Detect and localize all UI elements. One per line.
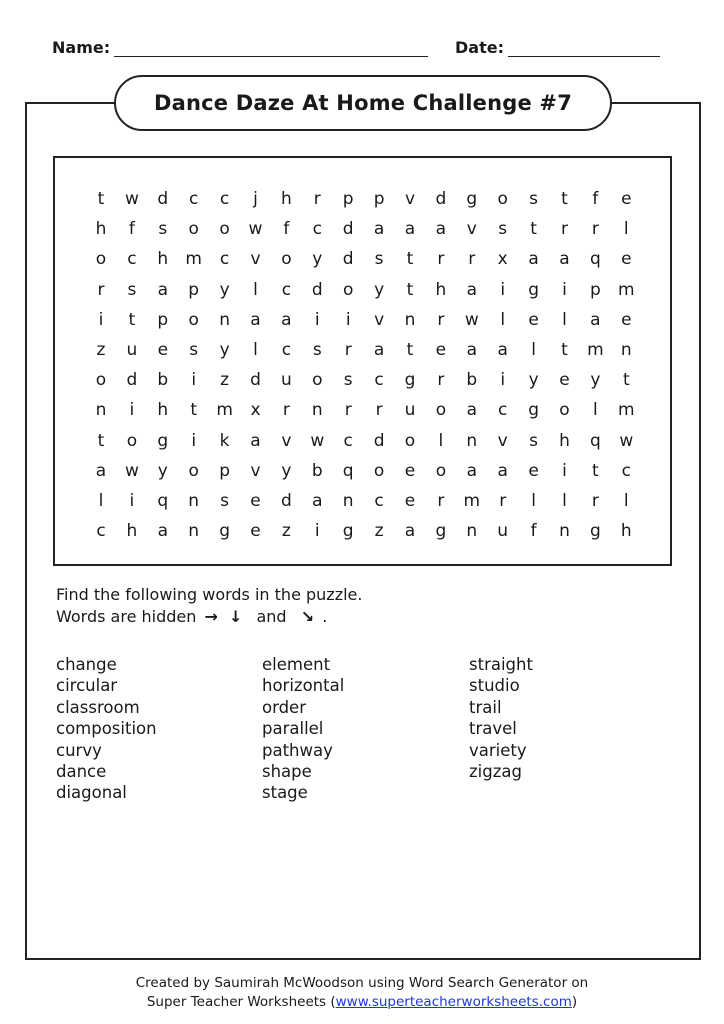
grid-letter[interactable]: i (562, 460, 567, 481)
grid-letter[interactable]: q (342, 460, 354, 481)
word-list-item: trail (469, 697, 502, 717)
grid-letter[interactable]: e (404, 460, 416, 481)
grid-letter[interactable]: l (253, 340, 258, 360)
instructions-line-1: Find the following words in the puzzle. (56, 585, 363, 604)
grid-letter[interactable]: i (129, 491, 135, 511)
word-list-item: composition (56, 719, 157, 739)
grid-letter[interactable]: d (157, 189, 169, 209)
grid-letter[interactable]: n (95, 400, 107, 421)
grid-letter[interactable]: t (97, 430, 105, 451)
grid-letter[interactable]: c (96, 521, 106, 542)
grid-letter[interactable]: i (314, 521, 320, 542)
word-list-item: pathway (262, 740, 333, 760)
grid-letter[interactable]: r (344, 340, 352, 360)
grid-letter[interactable]: x (250, 400, 261, 421)
grid-letter[interactable]: r (591, 219, 599, 240)
grid-letter[interactable]: a (250, 309, 261, 330)
grid-letter[interactable]: v (281, 430, 292, 451)
grid-letter[interactable]: n (466, 430, 478, 451)
grid-letter[interactable]: c (189, 189, 199, 209)
grid-letter[interactable]: a (435, 219, 447, 240)
grid-letter[interactable]: a (466, 460, 477, 481)
word-search-grid (53, 156, 672, 566)
grid-letter[interactable]: h (157, 249, 169, 270)
grid-letter[interactable]: i (98, 309, 104, 330)
grid-letter[interactable]: r (437, 370, 445, 391)
grid-letter[interactable]: v (404, 189, 416, 209)
grid-letter[interactable]: z (374, 521, 384, 542)
word-list-column-1 (56, 654, 157, 804)
footer-prefix: Super Teacher Worksheets ( (146, 994, 336, 1010)
name-label: Name: (52, 38, 111, 57)
grid-letter[interactable]: w (464, 309, 479, 330)
grid-letter[interactable]: h (95, 219, 107, 240)
grid-letter[interactable]: d (280, 491, 292, 511)
grid-letter[interactable]: m (463, 491, 481, 511)
grid-letter[interactable]: s (498, 219, 508, 240)
grid-letter[interactable]: d (126, 370, 138, 391)
grid-letter[interactable]: l (438, 430, 444, 451)
grid-letter[interactable]: m (618, 279, 635, 300)
grid-letter[interactable]: r (437, 491, 445, 511)
grid-letter[interactable]: a (466, 340, 477, 360)
grid-letter[interactable]: f (530, 521, 537, 542)
grid-letter[interactable]: i (191, 370, 197, 391)
grid-letter[interactable]: c (127, 249, 137, 270)
grid-letter[interactable]: g (466, 189, 478, 209)
grid-letter[interactable]: y (281, 460, 292, 481)
grid-letter[interactable]: w (619, 430, 634, 451)
grid-letter[interactable]: c (621, 460, 631, 481)
grid-letter[interactable]: p (188, 279, 200, 300)
grid-letter[interactable]: e (528, 309, 539, 330)
grid-letter[interactable]: h (281, 189, 292, 209)
word-list-item: zigzag (469, 762, 522, 782)
grid-letter[interactable]: f (592, 189, 599, 209)
grid-letter[interactable]: e (621, 309, 632, 330)
grid-letter[interactable]: e (435, 340, 447, 360)
grid-letter[interactable]: n (620, 340, 632, 360)
word-list-item: diagonal (56, 783, 127, 803)
grid-letter[interactable]: r (561, 219, 568, 240)
grid-letter[interactable]: a (250, 430, 261, 451)
grid-letter[interactable]: b (466, 370, 478, 391)
date-blank[interactable] (508, 42, 660, 57)
grid-letter[interactable]: c (343, 430, 353, 451)
grid-letter[interactable]: u (497, 521, 509, 542)
grid-letter[interactable]: r (591, 491, 599, 511)
grid-letter[interactable]: o (188, 219, 199, 240)
grid-letter[interactable]: c (281, 340, 292, 360)
word-list-item: classroom (56, 697, 140, 717)
grid-letter[interactable]: r (282, 400, 290, 421)
page-title: Dance Daze At Home Challenge #7 (153, 91, 573, 115)
grid-letter[interactable]: e (404, 491, 416, 511)
grid-letter[interactable]: a (590, 309, 601, 330)
grid-letter[interactable]: l (562, 491, 567, 511)
word-list-item: shape (262, 762, 312, 782)
grid-letter[interactable]: m (185, 249, 202, 270)
grid-letter[interactable]: c (374, 491, 384, 511)
grid-letter[interactable]: l (593, 400, 598, 421)
grid-letter[interactable]: o (219, 219, 230, 240)
grid-letter[interactable]: d (250, 370, 261, 391)
grid-letter[interactable]: n (342, 491, 354, 511)
grid-letter[interactable]: b (157, 370, 169, 391)
grid-letter[interactable]: n (311, 400, 323, 421)
grid-letter[interactable]: t (561, 189, 568, 209)
grid-letter[interactable]: s (529, 430, 539, 451)
grid-letter[interactable]: i (500, 279, 506, 300)
grid-letter[interactable]: d (342, 249, 354, 270)
grid-letter[interactable]: p (157, 309, 169, 330)
word-list-item: horizontal (262, 676, 345, 696)
grid-letter[interactable]: i (345, 309, 351, 330)
grid-letter[interactable]: d (311, 279, 323, 300)
word-list-item: studio (469, 676, 520, 696)
grid-letter[interactable]: w (124, 189, 139, 209)
grid-letter[interactable]: c (374, 370, 384, 391)
grid-letter[interactable]: a (95, 460, 107, 481)
grid-letter[interactable]: h (126, 521, 138, 542)
date-label: Date: (455, 38, 504, 57)
grid-letter[interactable]: a (497, 460, 508, 481)
grid-letter[interactable]: u (281, 370, 292, 391)
instructions-period: . (322, 607, 328, 626)
grid-letter[interactable]: a (404, 219, 416, 240)
grid-letter[interactable]: a (312, 491, 323, 511)
instructions (56, 584, 362, 628)
grid-letter[interactable]: n (559, 521, 570, 542)
grid-letter[interactable]: f (283, 219, 290, 240)
title-banner (114, 75, 612, 131)
grid-letter[interactable]: u (404, 400, 416, 421)
grid-letter[interactable]: g (528, 400, 539, 421)
grid-letter[interactable]: u (126, 340, 138, 360)
grid-letter[interactable]: a (559, 249, 570, 270)
footer-line-1: Created by Saumirah McWoodson using Word Search Generator on (135, 975, 589, 991)
instructions-and: and (256, 607, 287, 626)
grid-letter[interactable]: a (466, 400, 477, 421)
grid-letter[interactable]: c (219, 249, 230, 270)
grid-letter[interactable]: t (406, 279, 414, 300)
grid-letter[interactable]: t (406, 249, 414, 270)
grid-letter[interactable]: o (95, 249, 107, 270)
grid-letter[interactable]: a (281, 309, 292, 330)
grid-letter[interactable]: l (253, 279, 258, 300)
grid-letter[interactable]: e (621, 249, 632, 270)
grid-letter[interactable]: s (374, 249, 384, 270)
grid-letter[interactable]: k (219, 430, 230, 451)
grid-letter[interactable]: p (373, 189, 385, 209)
grid-letter[interactable]: h (435, 279, 447, 300)
grid-letter[interactable]: o (281, 249, 292, 270)
grid-letter[interactable]: d (435, 189, 447, 209)
grid-letter[interactable]: n (219, 309, 230, 330)
grid-letter[interactable]: c (312, 219, 322, 240)
grid-letter[interactable]: o (342, 279, 354, 300)
grid-letter[interactable]: t (622, 370, 630, 391)
grid-letter[interactable]: d (373, 430, 385, 451)
grid-letter[interactable]: z (220, 370, 230, 391)
grid-letter[interactable]: s (343, 370, 353, 391)
grid-letter[interactable]: o (404, 430, 416, 451)
arrow-right-icon: → (204, 607, 218, 626)
grid-letter[interactable]: h (620, 521, 632, 542)
grid-letter[interactable]: l (562, 309, 567, 330)
grid-letter[interactable]: r (468, 249, 476, 270)
word-list-item: straight (469, 655, 533, 674)
grid-letter[interactable]: t (530, 219, 537, 240)
grid-letter[interactable]: h (559, 430, 570, 451)
grid-letter[interactable]: q (589, 249, 601, 270)
grid-letter[interactable]: n (466, 521, 478, 542)
grid-letter[interactable]: s (220, 491, 230, 511)
grid-letter[interactable]: y (219, 279, 230, 300)
grid-letter[interactable]: y (312, 249, 323, 270)
grid-letter[interactable]: v (466, 219, 477, 240)
grid-letter[interactable]: g (435, 521, 447, 542)
footer-suffix: ) (571, 994, 578, 1010)
name-blank[interactable] (114, 42, 428, 57)
grid-letter[interactable]: m (618, 400, 635, 421)
grid-letter[interactable]: p (589, 279, 601, 300)
grid-letter[interactable]: e (250, 521, 261, 542)
grid-letter[interactable]: g (342, 521, 354, 542)
word-list-item: travel (469, 719, 517, 739)
word-list-item: circular (56, 676, 118, 696)
grid-letter[interactable]: a (497, 340, 508, 360)
grid-letter[interactable]: a (373, 219, 385, 240)
grid-letter[interactable]: o (95, 370, 107, 391)
word-list-item: order (262, 697, 306, 717)
grid-letter[interactable]: q (157, 491, 169, 511)
word-list-column-3 (469, 654, 533, 782)
grid-letter[interactable]: g (157, 430, 169, 451)
grid-letter[interactable]: n (188, 491, 200, 511)
grid-letter[interactable]: g (589, 521, 601, 542)
arrow-diagonal-icon: ↘ (300, 607, 315, 626)
grid-letter[interactable]: t (97, 189, 105, 209)
grid-letter[interactable]: a (157, 521, 168, 542)
grid-letter[interactable]: w (310, 430, 325, 451)
grid-letter[interactable]: y (157, 460, 168, 481)
grid-letter[interactable]: i (191, 430, 197, 451)
grid-letter[interactable]: a (528, 249, 539, 270)
grid-letter[interactable]: j (253, 189, 258, 209)
grid-letter[interactable]: r (499, 491, 507, 511)
word-list-item: stage (262, 783, 308, 803)
footer (0, 974, 724, 1012)
grid-letter[interactable]: n (404, 309, 416, 330)
grid-letter[interactable]: i (129, 400, 135, 421)
arrow-down-icon: ↓ (228, 607, 243, 626)
grid-letter[interactable]: e (250, 491, 261, 511)
grid-letter[interactable]: v (250, 249, 261, 270)
grid-letter[interactable]: q (589, 430, 601, 451)
word-list-item: variety (469, 740, 527, 760)
grid-letter[interactable]: y (219, 340, 230, 360)
grid-letter[interactable]: e (528, 460, 539, 481)
grid-letter[interactable]: v (250, 460, 261, 481)
grid-letter[interactable]: o (188, 460, 199, 481)
grid-letter[interactable]: o (559, 400, 570, 421)
footer-link[interactable]: www.superteacherworksheets.com (335, 994, 572, 1010)
word-list-item: parallel (262, 719, 324, 739)
grid-letter[interactable]: o (435, 460, 447, 481)
grid-letter[interactable]: l (623, 491, 629, 511)
grid-letter[interactable]: f (128, 219, 135, 240)
grid-letter[interactable]: l (531, 491, 536, 511)
grid-letter[interactable]: t (190, 400, 198, 421)
grid-letter[interactable]: y (374, 279, 385, 300)
grid-letter[interactable]: x (497, 249, 508, 270)
grid-letter[interactable]: b (311, 460, 323, 481)
grid-letter[interactable]: p (342, 189, 354, 209)
grid-letter[interactable]: s (529, 189, 539, 209)
grid-letter[interactable]: d (342, 219, 354, 240)
grid-letter[interactable]: s (158, 219, 168, 240)
grid-letter[interactable]: o (126, 430, 138, 451)
grid-letter[interactable]: z (281, 521, 291, 542)
grid-letter[interactable]: i (562, 279, 567, 300)
footer-line-2 (0, 993, 724, 1012)
grid-letter[interactable]: t (128, 309, 136, 330)
grid-letter[interactable]: i (500, 370, 506, 391)
word-list-item: element (262, 655, 331, 674)
grid-letter[interactable]: g (404, 370, 416, 391)
grid-letter[interactable]: v (497, 430, 508, 451)
grid-letter[interactable]: z (96, 340, 106, 360)
grid-letter[interactable]: l (623, 219, 629, 240)
grid-letter[interactable]: e (559, 370, 570, 391)
grid-letter[interactable]: i (314, 309, 320, 330)
grid-letter[interactable]: t (561, 340, 568, 360)
grid-letter[interactable]: e (157, 340, 169, 360)
grid-letter[interactable]: l (500, 309, 506, 330)
word-list-item: dance (56, 762, 107, 782)
grid-letter[interactable]: n (188, 521, 200, 542)
grid-letter[interactable]: s (312, 340, 322, 360)
grid-letter[interactable]: g (219, 521, 230, 542)
grid-letter[interactable]: y (590, 370, 601, 391)
grid-letter[interactable]: o (312, 370, 323, 391)
grid-letter[interactable]: r (313, 189, 321, 209)
grid-letter[interactable]: o (435, 400, 447, 421)
grid-letter[interactable]: r (344, 400, 352, 421)
grid-letter[interactable]: t (406, 340, 414, 360)
grid-letter[interactable]: c (498, 400, 508, 421)
instructions-prefix: Words are hidden (56, 607, 197, 626)
grid-letter[interactable]: e (621, 189, 632, 209)
grid-letter[interactable]: s (127, 279, 137, 300)
grid-letter[interactable]: o (188, 309, 199, 330)
grid-letter[interactable]: r (97, 279, 105, 300)
grid-letter[interactable]: r (375, 400, 383, 421)
date-field[interactable] (455, 38, 660, 57)
grid-letter[interactable]: g (528, 279, 539, 300)
name-field[interactable] (52, 38, 428, 57)
grid-letter[interactable]: h (157, 400, 169, 421)
grid-letter[interactable]: t (592, 460, 599, 481)
grid-letter[interactable]: m (587, 340, 604, 360)
word-list-column-2 (262, 654, 344, 804)
grid-letter[interactable]: a (404, 521, 416, 542)
grid-letter[interactable]: a (157, 279, 168, 300)
grid-letter[interactable]: r (437, 309, 445, 330)
grid-letter[interactable]: m (216, 400, 233, 421)
grid-letter[interactable]: w (124, 460, 139, 481)
word-list-item: change (56, 655, 117, 674)
grid-letter[interactable]: s (189, 340, 199, 360)
grid-letter[interactable]: l (98, 491, 104, 511)
grid-letter[interactable]: o (373, 460, 385, 481)
grid-letter[interactable]: o (497, 189, 508, 209)
word-list-item: curvy (56, 740, 102, 760)
grid-letter[interactable]: y (528, 370, 539, 391)
grid-letter[interactable]: a (466, 279, 477, 300)
grid-letter[interactable]: l (531, 340, 536, 360)
grid-letter[interactable]: v (374, 309, 385, 330)
grid-letter[interactable]: p (219, 460, 230, 481)
instructions-line-2 (56, 606, 362, 628)
grid-letter[interactable]: c (281, 279, 292, 300)
grid-letter[interactable]: w (248, 219, 263, 240)
grid-letter[interactable]: r (437, 249, 445, 270)
grid-letter[interactable]: c (219, 189, 230, 209)
grid-letter[interactable]: a (373, 340, 385, 360)
